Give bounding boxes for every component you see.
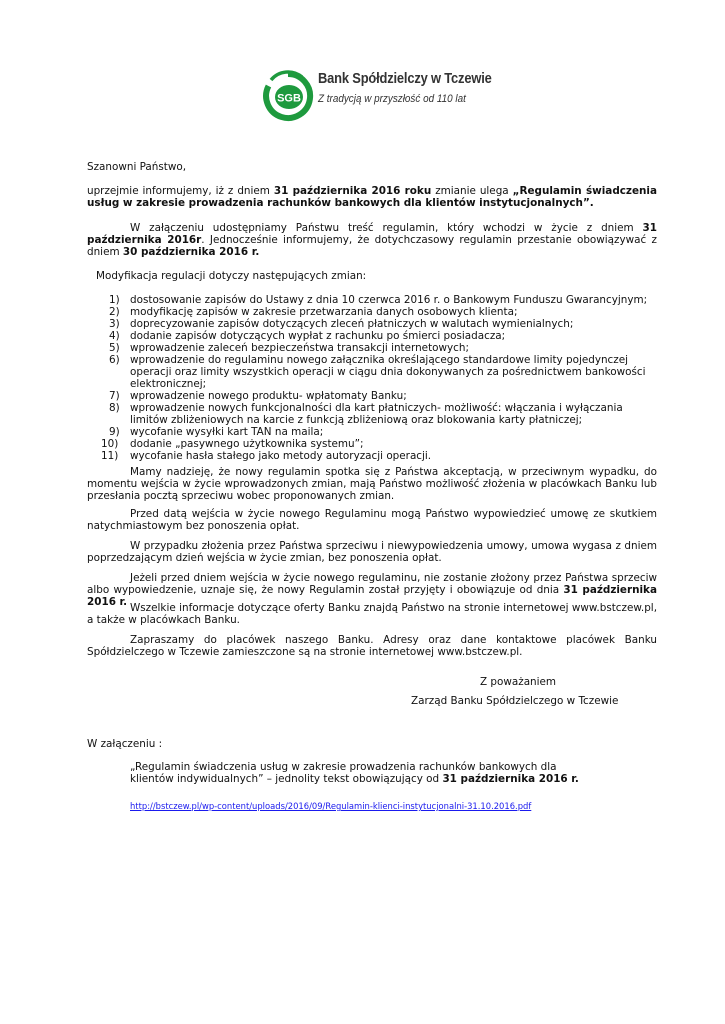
list-item: 10) dodanie „pasywnego użytkownika systemu”; bbox=[101, 438, 364, 450]
paragraph-info: Wszelkie informacje dotyczące oferty Banku znajdą Państwo na stronie internetowej www.bstczew.pl, a także w placówkach Banku. bbox=[87, 602, 657, 627]
paragraph-objection: W przypadku złożenia przez Państwa sprzeciwu i niewypowiedzenia umowy, umowa wygasa z dniem poprzedzającym dzień wejścia w życie zmian, bez ponoszenia opłat. bbox=[87, 540, 657, 565]
paragraph-termination: Przed datą wejścia w życie nowego Regulaminu mogą Państwo wypowiedzieć umowę ze skutkiem natychmiastowym bez ponoszenia opłat. bbox=[87, 508, 657, 533]
greeting: Szanowni Państwo, bbox=[87, 161, 187, 173]
attachment-description: „Regulamin świadczenia usług w zakresie prowadzenia rachunków bankowych dla klientów indywidualnych” – jednolity tekst obowiązujący od 31 października 2016 r. bbox=[130, 761, 579, 786]
modifications-intro: Modyfikacja regulacji dotyczy następujących zmian: bbox=[96, 270, 367, 282]
closing: Z poważaniem bbox=[480, 676, 557, 688]
list-item: 4) dodanie zapisów dotyczących wypłat z rachunku po śmierci posiadacza; bbox=[109, 330, 506, 342]
paragraph-acceptance: Mamy nadzieję, że nowy regulamin spotka się z Państwa akceptacją, w przeciwnym wypadku, do momentu wejścia w życie wprowadzonych zmian, mają Państwo możliwość złożenia w placówkach Banku lub przesłania pocztą sprzeciwu wobec proponowanych zmian. bbox=[87, 466, 657, 503]
list-item: 9) wycofanie wysyłki kart TAN na maila; bbox=[109, 426, 324, 438]
attachment-label: W załączeniu : bbox=[87, 738, 163, 750]
modifications-list bbox=[87, 294, 657, 462]
paragraph-intro: uprzejmie informujemy, iż z dniem 31 października 2016 roku zmianie ulega „Regulamin świadczenia usług w zakresie prowadzenia rachunków bankowych dla klientów instytucjonalnych”. bbox=[87, 185, 657, 210]
attachment-link[interactable]: http://bstczew.pl/wp-content/uploads/2016/09/Regulamin-klienci-instytucjonalni-31.10.2016.pdf bbox=[130, 801, 532, 811]
list-item: 3) doprecyzowanie zapisów dotyczących zleceń płatniczych w walutach wymienialnych; bbox=[109, 318, 574, 330]
bank-logo bbox=[262, 70, 492, 122]
bank-tagline: Z tradycją w przyszłość od 110 lat bbox=[318, 93, 466, 105]
list-item: 2) modyfikację zapisów w zakresie przetwarzania danych osobowych klienta; bbox=[109, 306, 518, 318]
list-item: 1) dostosowanie zapisów do Ustawy z dnia 10 czerwca 2016 r. o Bankowym Funduszu Gwarancyjnym; bbox=[109, 294, 648, 306]
list-item: 8) wprowadzenie nowych funkcjonalności dla kart płatniczych- możliwość: włączania i wyłączania limitów zbliżeniowych na karcie z funkcją zbliżeniową oraz blokowania karty płatniczej; bbox=[109, 402, 623, 426]
list-item: 7) wprowadzenie nowego produktu- wpłatomaty Banku; bbox=[109, 390, 407, 402]
list-item: 11) wycofanie hasła stałego jako metody autoryzacji operacji. bbox=[101, 450, 432, 462]
signature: Zarząd Banku Spółdzielczego w Tczewie bbox=[411, 695, 619, 707]
paragraph-acceptance-default: Jeżeli przed dniem wejścia w życie nowego regulaminu, nie zostanie złożony przez Państwa sprzeciw albo wypowiedzenie, uznaje się, że nowy Regulamin został przyjęty i obowiązuje od dnia 31 października 2016 r. bbox=[87, 572, 657, 609]
paragraph-invite: Zapraszamy do placówek naszego Banku. Adresy oraz dane kontaktowe placówek Banku Spółdzielczego w Tczewie zamieszczone są na stronie internetowej www.bstczew.pl. bbox=[87, 634, 657, 659]
logo-text: SGB bbox=[277, 92, 301, 105]
paragraph-regulation-dates: W załączeniu udostępniamy Państwu treść regulamin, który wchodzi w życie z dniem 31 października 2016r. Jednocześnie informujemy, że dotychczasowy regulamin przestanie obowiązywać z dniem 30 października 2016 r. bbox=[87, 222, 657, 259]
bank-name: Bank Spółdzielczy w Tczewie bbox=[318, 70, 492, 87]
list-item: 6) wprowadzenie do regulaminu nowego załącznika określającego standardowe limity pojedynczej operacji oraz limity wszystkich operacji w ciągu dnia dokonywanych za pośrednictwem bankowości elektronicznej; bbox=[109, 354, 646, 390]
sgb-logo-icon bbox=[262, 70, 314, 122]
list-item: 5) wprowadzenie zaleceń bezpieczeństwa transakcji internetowych; bbox=[109, 342, 469, 354]
